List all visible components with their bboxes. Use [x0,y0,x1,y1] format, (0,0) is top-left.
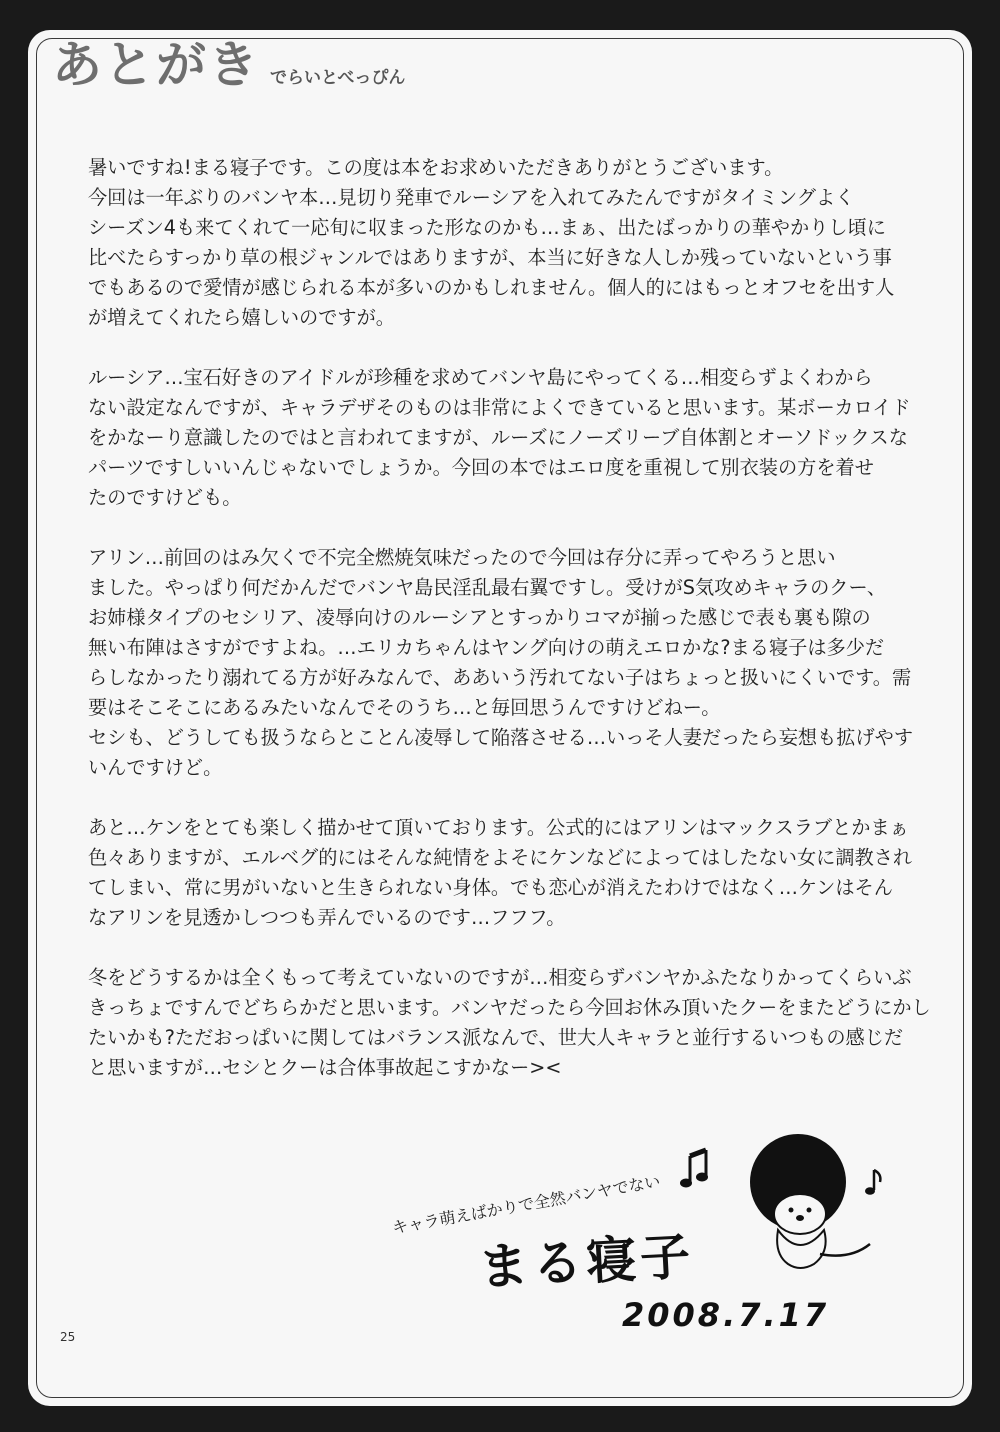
text-line: ルーシア…宝石好きのアイドルが珍種を求めてバンヤ島にやってくる…相変らずよくわから [88,366,873,389]
afro-character-illustration [660,1128,900,1278]
text-line: 無い布陣はさすがですよね。…エリカちゃんはヤング向けの萌えエロかな?まる寝子は多少だ [88,636,885,659]
page-subtitle: でらいとべっぴん [270,68,406,88]
text-line: でもあるので愛情が感じられる本が多いのかもしれません。個人的にはもっとオフセを出す人 [88,276,895,299]
text-line: 比べたらすっかり草の根ジャンルではありますが、本当に好きな人しか残っていないという事 [88,246,892,269]
text-line: と思いますが…セシとクーは合体事故起こすかなー>< [88,1056,562,1079]
text-line: てしまい、常に男がいないと生きられない身体。でも恋心が消えたわけではなく…ケンはそん [88,876,893,899]
text-line: 要はそこそこにあるみたいなんでそのうち…と毎回思うんですけどねー。 [88,696,721,719]
text-line: ました。やっぱり何だかんだでバンヤ島民淫乱最右翼ですし。受けがS気攻めキャラのクー、 [88,576,887,599]
text-line: 冬をどうするかは全くもって考えていないのですが…相変らずバンヤかふたなりかってくらいぶ [88,966,912,989]
text-line: たのですけども。 [88,486,242,509]
text-line: 今回は一年ぶりのバンヤ本…見切り発車でルーシアを入れてみたんですがタイミングよく [88,186,855,209]
paragraph-gap [88,783,878,813]
text-line: ない設定なんですが、キャラデザそのものは非常によくできていると思います。某ボーカロイド [88,396,911,419]
afterword-body [88,153,931,1083]
text-line: セシも、どうしても扱うならとことん凌辱して陥落させる…いっそ人妻だったら妄想も拡げやす [88,726,914,749]
text-line: 暑いですね!まる寝子です。この度は本をお求めいただきありがとうございます。 [88,156,784,179]
text-line: いんですけど。 [88,756,223,779]
text-line: きっちょですんでどちらかだと思います。バンヤだったら今回お休み頂いたクーをまたどうにかし [88,996,931,1019]
text-line: なアリンを見透かしつつも弄んでいるのです…フフフ。 [88,906,566,929]
text-line: をかなーり意識したのではと言われてますが、ルーズにノーズリーブ自体割とオーソドックスな [88,426,908,449]
text-line: らしなかったり溺れてる方が好みなんで、ああいう汚れてない子はちょっと扱いにくいです。需 [88,666,912,689]
text-line: たいかも?ただおっぱいに関してはバランス派なんで、世大人キャラと並行するいつもの感じだ [88,1026,904,1049]
page-title: あとがき [52,36,260,94]
text-line: あと…ケンをとても楽しく描かせて頂いております。公式的にはアリンはマックスラブとかまぁ [88,816,909,839]
text-line: 色々ありますが、エルベグ的にはそんな純情をよそにケンなどによってはしたない女に調教され [88,846,913,869]
paragraph-gap [88,513,878,543]
text-line: アリン…前回のはみ欠くで不完全燃焼気味だったので今回は存分に弄ってやろうと思い [88,546,836,569]
text-line: シーズン4も来てくれて一応旬に収まった形なのかも…まぁ、出たばっかりの華やかりし頃に [88,216,886,239]
signature-name: まる寝子 [476,1226,696,1297]
music-note-icon [865,1170,880,1195]
text-line: お姉様タイプのセシリア、凌辱向けのルーシアとすっかりコマが揃った感じで表も裏も隙の [88,606,871,629]
paragraph-gap [88,933,878,963]
paragraph-gap [88,333,878,363]
signature-date: 2008.7.17 [622,1296,830,1334]
signature-note: キャラ萌えばかりで全然バンヤでない [390,1171,662,1238]
header [52,36,406,94]
page-number: 25 [60,1330,76,1344]
music-note-icon [680,1150,708,1188]
text-line: パーツですしいいんじゃないでしょうか。今回の本ではエロ度を重視して別衣装の方を着せ [88,456,874,479]
text-line: が増えてくれたら嬉しいのですが。 [88,306,395,329]
